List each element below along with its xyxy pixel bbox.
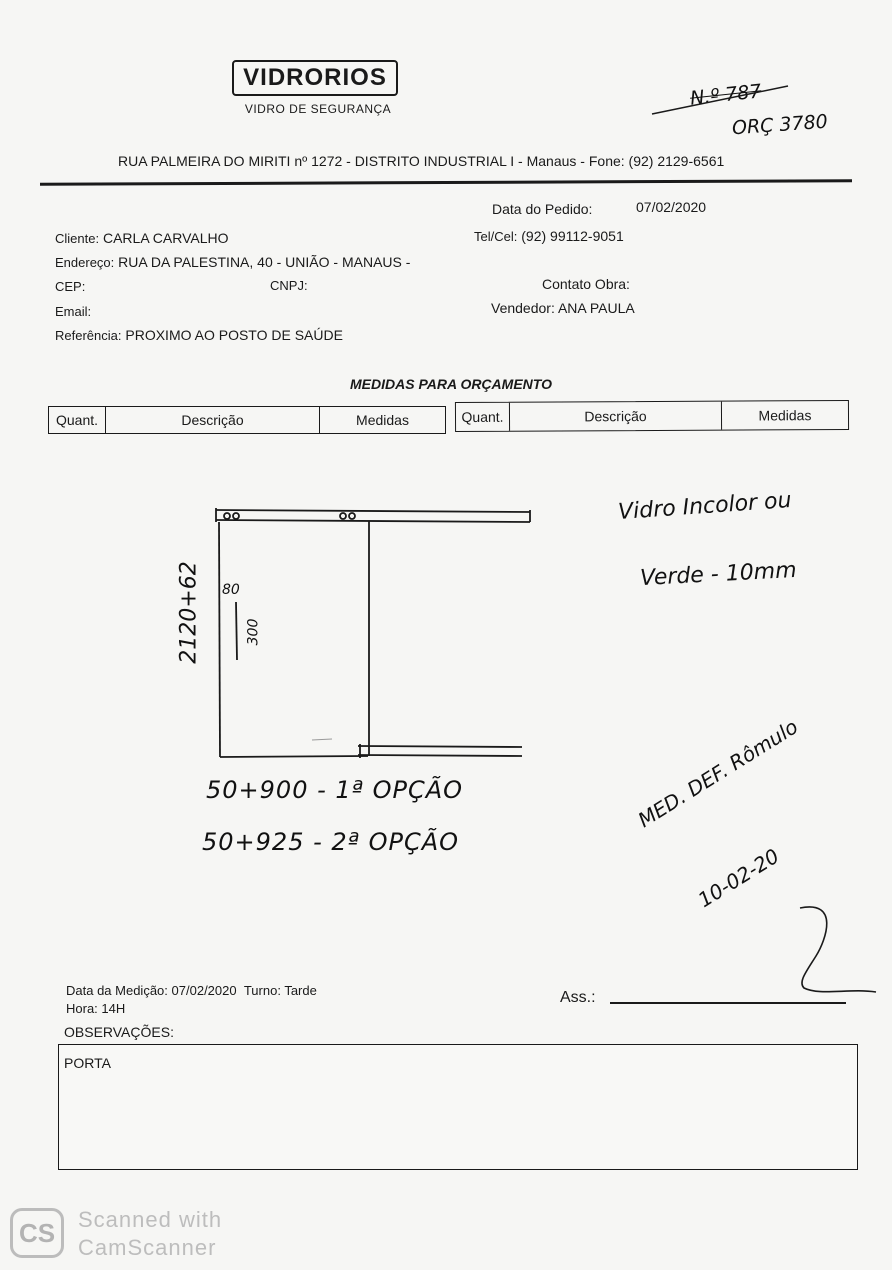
contato-obra-label: Contato Obra:: [542, 276, 630, 292]
measurement-note: MED. DEF. Rômulo: [633, 714, 803, 833]
col-medidas: Medidas: [758, 407, 812, 424]
hora-row: [66, 1001, 125, 1016]
cep-label: CEP:: [55, 279, 86, 294]
camscanner-line1: Scanned with: [78, 1207, 223, 1232]
option-1: 50+900 - 1ª OPÇÃO: [206, 776, 464, 804]
order-number-struck: N.º 787: [689, 80, 763, 110]
option-2: 50+925 - 2ª OPÇÃO: [202, 828, 460, 856]
medidas-title: MEDIDAS PARA ORÇAMENTO: [350, 376, 552, 392]
camscanner-line2: CamScanner: [78, 1235, 217, 1260]
observacoes-value: PORTA: [64, 1055, 111, 1071]
logo-tagline: VIDRO DE SEGURANÇA: [244, 102, 392, 116]
vendedor-label: Vendedor:: [491, 300, 555, 316]
vertical-dimension: 2120+62: [176, 561, 202, 664]
col-quant: Quant.: [456, 403, 510, 431]
signature-scribble: [780, 900, 880, 1000]
data-pedido-label: Data do Pedido:: [492, 201, 593, 217]
company-address: RUA PALMEIRA DO MIRITI nº 1272 - DISTRITO INDUSTRIAL I - Manaus - Fone: (92) 2129-6561: [118, 153, 725, 169]
col-quant: Quant.: [49, 407, 106, 433]
observacoes-box: [58, 1044, 858, 1170]
turno-label: Turno:: [243, 983, 281, 998]
hora-value: 14H: [101, 1001, 126, 1016]
vendedor-value: ANA PAULA: [557, 300, 635, 316]
dimension-80: 80: [222, 582, 240, 598]
col-medidas: Medidas: [356, 412, 409, 428]
observacoes-label: OBSERVAÇÕES:: [64, 1024, 174, 1040]
ass-label: Ass.:: [560, 989, 596, 1006]
data-pedido-value: 07/02/2020: [636, 199, 707, 215]
col-descricao: Descrição: [106, 407, 320, 433]
glass-note-line1: Vidro Incolor ou: [617, 487, 793, 526]
logo-text: VIDRORIOS: [243, 64, 387, 91]
endereco-label: Endereço:: [55, 255, 115, 270]
data-medicao-row: [66, 983, 317, 998]
referencia-value: PROXIMO AO POSTO DE SAÚDE: [125, 327, 343, 343]
data-medicao-value: 07/02/2020: [171, 983, 237, 998]
camscanner-logo: [10, 1208, 64, 1258]
cliente-label: Cliente:: [55, 231, 100, 246]
telcel-value: (92) 99112-9051: [521, 228, 624, 244]
data-medicao-label: Data da Medição:: [66, 983, 168, 998]
telcel-label: Tel/Cel:: [474, 229, 518, 244]
dimension-300: 300: [245, 618, 262, 646]
signature-line: [610, 1002, 846, 1004]
col-descricao: Descrição: [510, 402, 722, 431]
hora-label: Hora:: [66, 1001, 98, 1016]
camscanner-badge-text: CS: [18, 1217, 56, 1248]
orc-number: ORÇ 3780: [731, 110, 829, 140]
endereco-value: RUA DA PALESTINA, 40 - UNIÃO - MANAUS -: [118, 254, 411, 270]
email-label: Email:: [55, 304, 92, 319]
glass-note-line2: Verde - 10mm: [639, 557, 798, 592]
turno-value: Tarde: [284, 983, 317, 998]
measurement-date: 10-02-20: [693, 843, 784, 913]
referencia-label: Referência:: [55, 328, 122, 343]
cliente-value: CARLA CARVALHO: [102, 230, 229, 246]
cnpj-label: CNPJ:: [270, 278, 308, 293]
